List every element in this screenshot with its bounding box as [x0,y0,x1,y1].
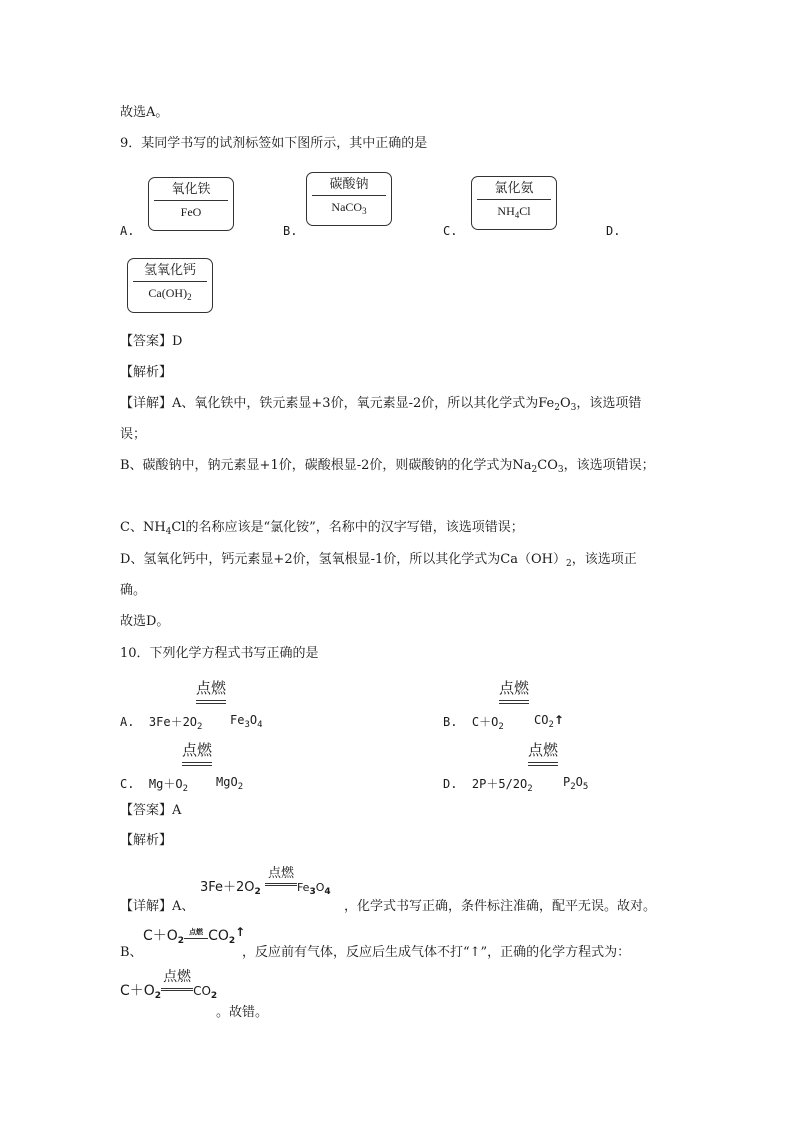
prev-conclusion: 故选A。 [120,105,169,120]
q9-option-a-letter: A. [120,224,135,238]
q9-detail-a: 【详解】A、氧化铁中，铁元素显+3价，氧元素显-2价，所以其化学式为$Fe_2O_3$，该选项错 [120,396,642,413]
q10-option-a-product: $Fe_3O_4$ [230,713,263,730]
q9-label-c-name: 氯化氨 [477,177,551,200]
q10-detail-b-correct-equation: $C+O_2$点燃 $CO_2$ [120,969,218,1001]
q9-detail-d-cont: 确。 [120,583,147,598]
q9-option-c-letter: C. [443,224,458,238]
q10-option-d-product: $P_2O_5$ [563,775,589,792]
q9-label-a [148,177,234,231]
q9-detail-b: B、碳酸钠中，钠元素显+1价，碳酸根显-2价，则碳酸钠的化学式为$Na_2CO_3$，该选项错误； [120,458,655,475]
q9-label-d-formula: $Ca(OH)_2$ [148,286,192,302]
q9-label-b-formula: NaCO$_3$ [331,200,367,216]
q9-label-c [471,176,557,230]
q9-label-d-name: 氢氧化钙 [133,259,207,282]
q9-answer: 【答案】D [120,334,183,349]
q10-detail-b-text: ，反应前有气体，反应后生成气体不打“↑”，正确的化学方程式为： [242,945,631,960]
q9-detail-c: C、$NH_4Cl$的名称应该是“氯化铵”，名称中的汉字写错，该选项错误； [120,520,524,537]
q9-option-d-letter: D. [606,224,621,238]
q10-option-b-product: $CO_2↑$ [534,713,564,730]
q10-option-d: D. $2P+5/2O_2$ [443,777,533,794]
q10-option-c: C. $Mg+O_2$ [120,777,189,794]
q10-option-c-product: MgO$_2$ [216,775,244,792]
q10-detail-a: 【详解】A、 [120,899,195,914]
q10-option-a-condition: 点燃 [196,677,226,698]
q10-stem: 10．下列化学方程式书写正确的是 [120,646,319,661]
q9-label-c-formula: $NH_4Cl$ [497,204,531,220]
q10-option-a: A. $3Fe+2O_2$ [120,715,203,732]
q10-option-d-condition: 点燃 [528,739,558,760]
q9-option-b-letter: B. [283,224,298,238]
q10-detail-b-end: 。故错。 [216,1005,269,1020]
q9-analysis-label: 【解析】 [120,365,173,380]
q9-label-a-name: 氧化铁 [154,178,228,201]
q9-conclusion: 故选D。 [120,614,170,629]
q10-option-b-condition: 点燃 [499,677,529,698]
q10-detail-b-equation: $C+O_2$点燃 $CO_2↑$ [143,925,246,946]
q9-label-b [306,172,392,226]
q9-label-a-formula: FeO [180,205,202,219]
q10-answer: 【答案】A [120,803,182,818]
q10-analysis-label: 【解析】 [120,833,173,848]
q10-option-c-condition: 点燃 [182,739,212,760]
q10-detail-a-text: ，化学式书写正确，条件标注准确，配平无误。故对。 [344,899,657,914]
q9-detail-a-cont: 误； [120,427,147,442]
q9-label-b-name: 碳酸钠 [312,173,386,196]
q9-label-d [127,258,213,313]
q10-detail-a-equation: $3Fe+2O_2$ 点燃 $_{Fe3O4}$ [200,866,331,897]
q9-stem: 9．某同学书写的试剂标签如下图所示，其中正确的是 [120,136,428,151]
q10-detail-b-prefix: B、 [120,945,143,960]
q9-detail-d: D、氢氧化钙中，钙元素显+2价，氢氧根显-1价，所以其化学式为$Ca(OH)_2$，该选项正 [120,552,637,569]
q10-option-b: B. $C+O_2$ [443,715,504,732]
